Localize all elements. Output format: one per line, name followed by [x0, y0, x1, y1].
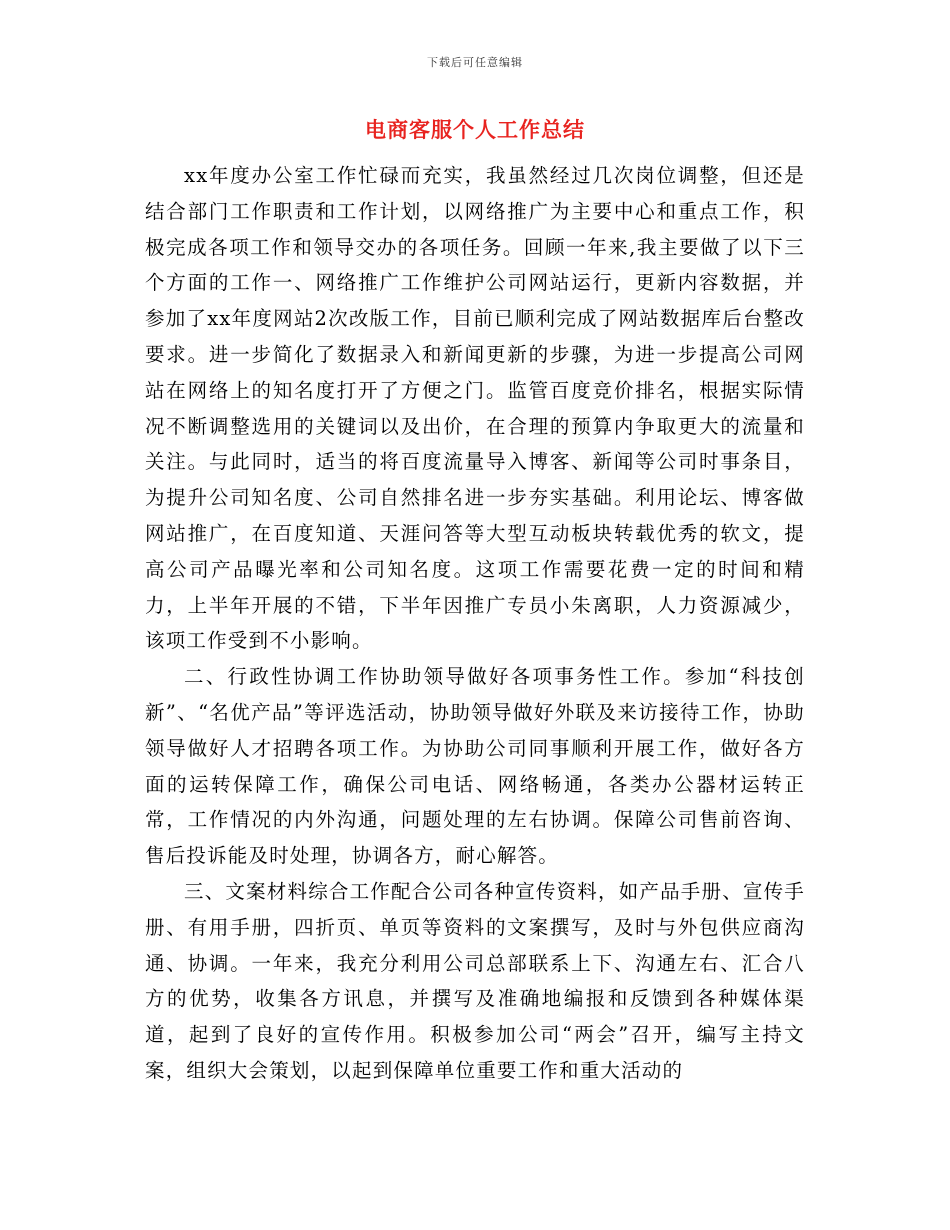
header-note: 下载后可任意编辑 [427, 56, 523, 69]
paragraph-3: 三、文案材料综合工作配合公司各种宣传资料，如产品手册、宣传手册、有用手册，四折页、单页等资料的文案撰写，及时与外包供应商沟通、协调。一年来，我充分利用公司总部联系上下、沟通左右、汇合八方的优势，收集各方讯息，并撰写及准确地编报和反馈到各种媒体渠道，起到了良好的宣传作用。积极参加公司“两会”召开，编写主持文案，组织大会策划，以起到保障单位重要工作和重大活动的 [145, 879, 806, 1082]
document-body [145, 158, 805, 1089]
paragraph-1: xx年度办公室工作忙碌而充实，我虽然经过几次岗位调整，但还是结合部门工作职责和工作计划，以网络推广为主要中心和重点工作，积极完成各项工作和领导交办的各项任务。回顾一年来,我主要做了以下三个方面的工作一、网络推广工作维护公司网站运行，更新内容数据，并参加了xx年度网站2次改版工作，目前已顺利完成了网站数据库后台整改要求。进一步简化了数据录入和新闻更新的步骤，为进一步提高公司网站在网络上的知名度打开了方便之门。监管百度竞价排名，根据实际情况不断调整选用的关键词以及出价，在合理的预算内争取更大的流量和关注。与此同时，适当的将百度流量导入博客、新闻等公司时事条目，为提升公司知名度、公司自然排名进一步夯实基础。利用论坛、博客做网站推广，在百度知道、天涯问答等大型互动板块转载优秀的软文，提高公司产品曝光率和公司知名度。这项工作需要花费一定的时间和精力，上半年开展的不错，下半年因推广专员小朱离职，人力资源减少，该项工作受到不小影响。 [145, 164, 805, 653]
document-title: 电商客服个人工作总结 [365, 117, 585, 142]
paragraph-2: 二、行政性协调工作协助领导做好各项事务性工作。参加“科技创新”、“名优产品”等评选活动，协助领导做好外联及来访接待工作，协助领导做好人才招聘各项工作。为协助公司同事顺利开展工作，做好各方面的运转保障工作，确保公司电话、网络畅通，各类办公器材运转正常，工作情况的内外沟通，问题处理的左右协调。保障公司售前咨询、售后投诉能及时处理，协调各方，耐心解答。 [145, 665, 805, 868]
